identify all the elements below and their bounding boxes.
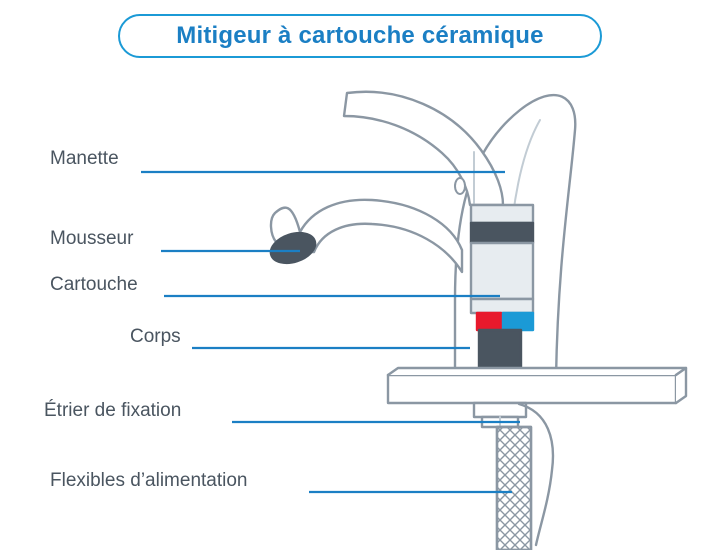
- page-title: Mitigeur à cartouche céramique: [176, 22, 544, 49]
- label-manette: Manette: [50, 148, 119, 169]
- part-supply-hose: [497, 404, 553, 550]
- part-spout-handle: [344, 92, 503, 205]
- part-hot-cold-markers: [477, 313, 533, 330]
- part-counter: [388, 368, 686, 403]
- label-cartouche: Cartouche: [50, 274, 138, 295]
- label-corps: Corps: [130, 326, 181, 347]
- label-etrier: Étrier de fixation: [44, 400, 182, 421]
- part-mounting-bracket: [474, 403, 526, 427]
- label-mousseur: Mousseur: [50, 228, 134, 249]
- label-flexibles: Flexibles d’alimentation: [50, 470, 248, 491]
